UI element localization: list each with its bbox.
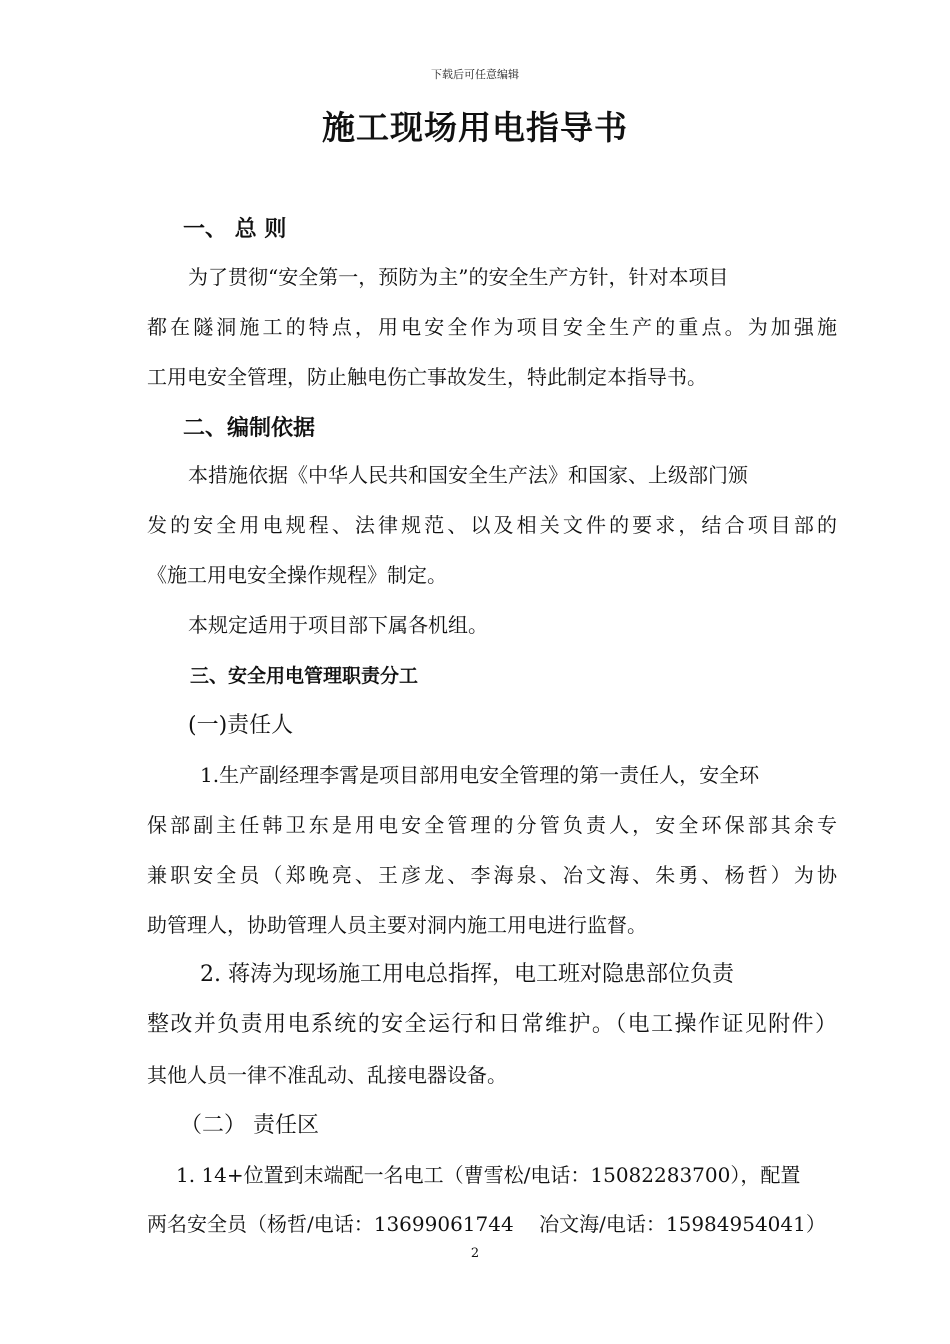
document-title: 施工现场用电指导书 <box>322 108 628 147</box>
basis-line-3: 《施工用电安全操作规程》制定。 <box>147 563 447 587</box>
basis-line-2: 发的安全用电规程、法律规范、以及相关文件的要求，结合项目部的 <box>147 513 837 537</box>
header-note: 下载后可任意编辑 <box>431 68 519 81</box>
item1-line-2: 保部副主任韩卫东是用电安全管理的分管负责人，安全环保部其余专 <box>147 813 837 837</box>
page-number: 2 <box>470 1246 480 1261</box>
responsible-area-heading: （二） 责任区 <box>180 1113 319 1138</box>
area-line-1: 1. 14+位置到末端配一名电工（曹雪松/电话：15082283700），配置 <box>176 1163 801 1187</box>
responsible-person-heading: (一)责任人 <box>188 713 294 738</box>
item2-line-3: 其他人员一律不准乱动、乱接电器设备。 <box>147 1063 507 1087</box>
scope-line: 本规定适用于项目部下属各机组。 <box>188 613 488 637</box>
item2-line-2: 整改并负责用电系统的安全运行和日常维护。（电工操作证见附件） <box>147 1012 837 1037</box>
section-general-heading: 一、 总 则 <box>183 216 287 242</box>
section-duty-heading: 三、安全用电管理职责分工 <box>190 665 419 687</box>
area-line-2: 两名安全员（杨哲/电话：13699061744 冶文海/电话：15984954041） <box>147 1212 826 1236</box>
item1-line-4: 助管理人，协助管理人员主要对洞内施工用电进行监督。 <box>147 913 647 937</box>
general-line-1: 为了贯彻“安全第一，预防为主”的安全生产方针，针对本项目 <box>188 265 729 289</box>
general-line-2: 都在隧洞施工的特点，用电安全作为项目安全生产的重点。为加强施 <box>147 315 837 339</box>
item1-line-3: 兼职安全员（郑晚亮、王彦龙、李海泉、冶文海、朱勇、杨哲）为协 <box>147 863 837 887</box>
basis-line-1: 本措施依据《中华人民共和国安全生产法》和国家、上级部门颁 <box>188 463 748 487</box>
item2-line-1: 2. 蒋涛为现场施工用电总指挥，电工班对隐患部位负责 <box>200 962 734 987</box>
item1-line-1: 1.生产副经理李霄是项目部用电安全管理的第一责任人，安全环 <box>200 763 760 787</box>
section-basis-heading: 二、编制依据 <box>183 415 316 441</box>
general-line-3: 工用电安全管理，防止触电伤亡事故发生，特此制定本指导书。 <box>147 365 707 389</box>
